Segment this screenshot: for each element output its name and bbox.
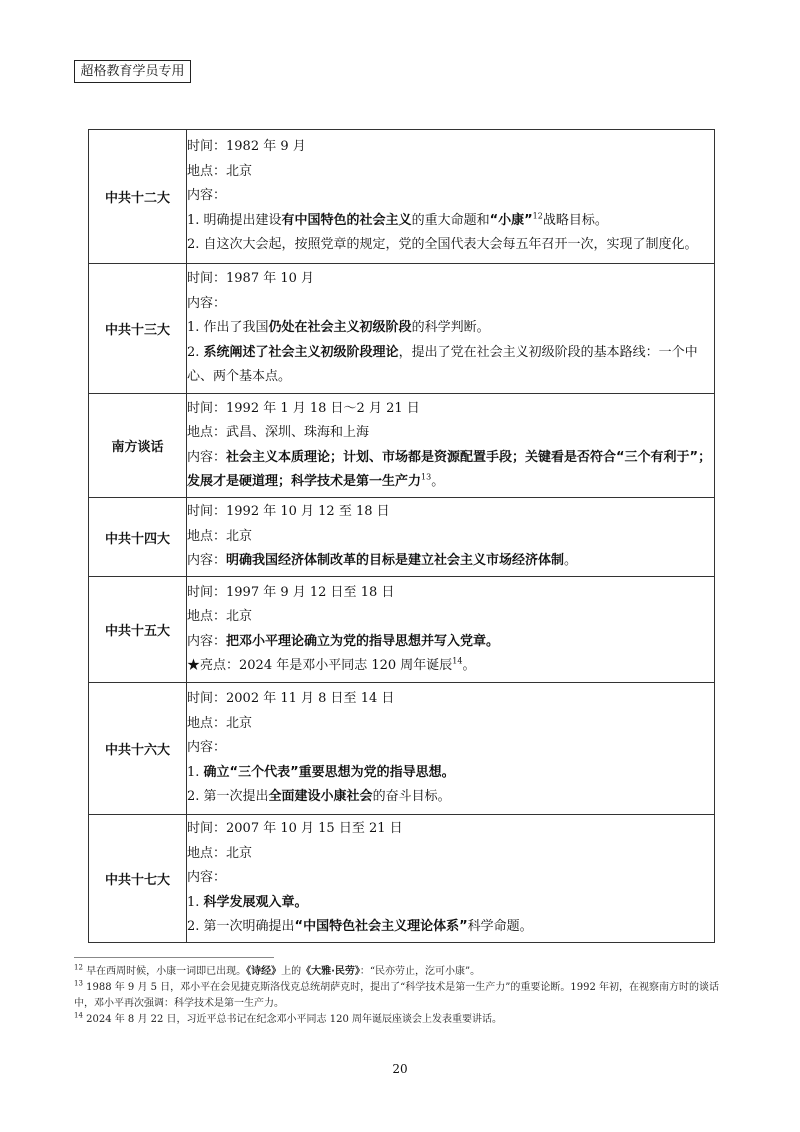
footnote-ref: 14 [452, 656, 463, 666]
header-label: 超格教育学员专用 [74, 60, 191, 83]
page-number: 20 [392, 1062, 408, 1076]
event-detail [187, 130, 715, 264]
table-row [89, 498, 715, 577]
event-name: 中共十三大 [89, 264, 187, 394]
content-item: 2. 第一次明确提出“中国特色社会主义理论体系”科学命题。 [187, 919, 533, 935]
content-item: 2. 第一次提出全面建设小康社会的奋斗目标。 [187, 789, 451, 805]
place-line: 地点：北京 [187, 528, 253, 544]
footnote-ref: 12 [532, 211, 543, 221]
place-line: 地点：北京 [187, 845, 253, 861]
time-line: 时间：2002 年 11 月 8 日至 14 日 [187, 691, 395, 707]
content-label: 内容： [187, 295, 227, 311]
event-detail [187, 498, 715, 577]
content-item: 1. 明确提出建设有中国特色的社会主义的重大命题和“小康”$^{12}$战略目标。 [187, 211, 608, 228]
time-line: 时间：1982 年 9 月 [187, 139, 306, 155]
event-name: 南方谈话 [89, 394, 187, 498]
place-line: 地点：北京 [187, 163, 253, 179]
content-item: 内容：明确我国经济体制改革的目标是建立社会主义市场经济体制。 [187, 553, 578, 569]
time-line: 时间：1987 年 10 月 [187, 271, 315, 287]
content-item: 2. 系统阐述了社会主义初级阶段理论，提出了党在社会主义初级阶段的基本路线：一个中心、两个基本点。 [187, 344, 698, 385]
time-line: 时间：1997 年 9 月 12 日至 18 日 [187, 584, 395, 600]
content-label: 内容： [187, 188, 227, 204]
event-name: 中共十五大 [89, 577, 187, 683]
time-line: 时间：1992 年 1 月 18 日～2 月 21 日 [187, 400, 420, 416]
event-detail [187, 264, 715, 394]
event-name: 中共十六大 [89, 683, 187, 815]
place-line: 地点：北京 [187, 609, 253, 624]
event-name: 中共十二大 [89, 130, 187, 264]
content-item: 1. 作出了我国仍处在社会主义初级阶段的科学判断。 [187, 320, 490, 336]
table-row [89, 683, 715, 815]
content-item: 2. 自这次大会起，按照党章的规定，党的全国代表大会每五年召开一次，实现了制度化。 [187, 237, 698, 253]
event-detail [187, 815, 715, 943]
content-item: 内容：把邓小平理论确立为党的指导思想并写入党章。 [187, 633, 500, 649]
time-line: 时间：2007 年 10 月 15 日至 21 日 [187, 821, 403, 837]
content-label: 内容： [187, 870, 227, 886]
event-detail [187, 577, 715, 683]
footnote-ref: 13 [421, 472, 432, 482]
place-line: 地点：武昌、深圳、珠海和上海 [187, 425, 370, 440]
footnote-12: $^{12}$ 早在西周时候，小康一词即已出现。《诗经》上的《大雅·民劳》：“民亦劳止，汔可小康”。 [74, 963, 481, 977]
footnote-divider [74, 957, 274, 958]
table-row [89, 577, 715, 683]
table-row [89, 264, 715, 394]
table-row [89, 815, 715, 943]
content-item: 内容：社会主义本质理论；计划、市场都是资源配置手段；关键看是否符合“三个有利于”；发展才是硬道理；科学技术是第一生产力$^{13}$。 [187, 449, 712, 489]
content-item: 1. 科学发展观入章。 [187, 894, 308, 910]
event-name: 中共十七大 [89, 815, 187, 943]
time-line: 时间：1992 年 10 月 12 至 18 日 [187, 504, 390, 520]
event-detail [187, 394, 715, 498]
footnotes [74, 964, 724, 1028]
place-line: 地点：北京 [187, 715, 253, 731]
content-item: 1. 确立“三个代表”重要思想为党的指导思想。 [187, 764, 455, 780]
event-name: 中共十四大 [89, 498, 187, 577]
content-label: 内容： [187, 740, 227, 756]
highlight-line: ★亮点：2024 年是邓小平同志 120 周年诞辰$^{14}$。 [187, 656, 476, 673]
footnote-13: $^{13}$ 1988 年 9 月 5 日，邓小平在会见捷克斯洛伐克总统胡萨克时，提出了“科学技术是第一生产力”的重要论断。1992 年初，在视察南方时的谈话中，邓小平再次强调：科学技术是第一生产力。 [74, 979, 720, 1009]
history-table [88, 129, 715, 943]
footnote-14: $^{14}$ 2024 年 8 月 22 日，习近平总书记在纪念邓小平同志 120 周年诞辰座谈会上发表重要讲话。 [74, 1011, 502, 1025]
table-row [89, 130, 715, 264]
table-row [89, 394, 715, 498]
event-detail [187, 683, 715, 815]
